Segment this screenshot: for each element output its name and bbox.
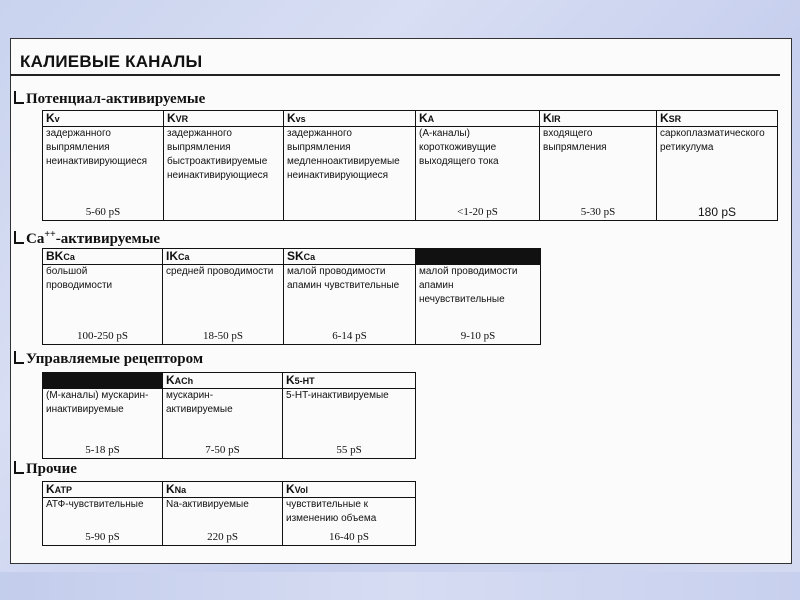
channel-name-cell: IKCa	[163, 249, 284, 265]
section-title: Потенциал-активируемые	[26, 91, 206, 107]
channel-cell	[657, 127, 778, 221]
channel-cell	[416, 127, 540, 221]
section-title-superscript: ++	[44, 229, 56, 240]
channel-name-cell: K5-HT	[283, 373, 416, 389]
channel-description: входящего выпрямления	[543, 128, 607, 153]
channel-name-cell-dark	[416, 249, 541, 265]
channel-name-cell-dark	[43, 373, 163, 389]
table-header-row	[43, 111, 778, 127]
conductance-value: 5-30 pS	[580, 206, 616, 218]
table-row	[43, 498, 416, 546]
conductance-value: <1-20 pS	[457, 206, 498, 218]
channel-cell	[283, 498, 416, 546]
conductance-value: 5-90 pS	[85, 531, 120, 543]
conductance-value: 100-250 pS	[76, 330, 129, 342]
channel-cell	[164, 127, 284, 221]
channel-description: АТФ-чувствительные	[46, 499, 144, 510]
conductance-value: 18-50 pS	[202, 330, 244, 342]
channel-description: средней проводимости	[166, 266, 274, 277]
section-title: Прочие	[26, 461, 77, 477]
channel-cell	[540, 127, 657, 221]
channel-description: Na-активируемые	[166, 499, 249, 510]
table-voltage-gated	[42, 110, 778, 221]
section-title: Ca	[26, 231, 45, 247]
conductance-value: 5-60 pS	[85, 206, 121, 218]
table-receptor-operated	[42, 372, 416, 459]
channel-description: (А-каналы) короткоживущие выходящего тока	[419, 128, 499, 167]
channel-description: мускарин- активируемые	[166, 390, 233, 415]
channel-description: большой проводимости	[46, 266, 113, 291]
table-row	[43, 389, 416, 459]
channel-cell	[163, 389, 283, 459]
section-title: Управляемые рецептором	[26, 351, 204, 367]
channel-name-cell: KNa	[163, 482, 283, 498]
channel-name-cell: Kvs	[284, 111, 416, 127]
section-heading-voltage	[14, 91, 205, 108]
conductance-value: 5-18 pS	[85, 444, 120, 456]
section-title-rest: -активируемые	[55, 231, 161, 247]
table-row	[43, 265, 541, 345]
bracket-mark	[14, 91, 24, 104]
channel-cell	[284, 265, 416, 345]
channel-name-cell: KVol	[283, 482, 416, 498]
channel-name-cell: KATP	[43, 482, 163, 498]
channel-name-cell: KSR	[657, 111, 778, 127]
page-title: КАЛИЕВЫЕ КАНАЛЫ	[20, 52, 203, 71]
title-divider	[10, 74, 780, 76]
conductance-value: 6-14 pS	[332, 330, 367, 342]
conductance-value: 55 pS	[336, 444, 362, 456]
table-calcium-activated	[42, 248, 541, 345]
channel-name-cell: SKCa	[284, 249, 416, 265]
table-other	[42, 481, 416, 546]
channel-cell	[43, 127, 164, 221]
channel-cell	[416, 265, 541, 345]
channel-cell	[43, 389, 163, 459]
channel-name-cell: KACh	[163, 373, 283, 389]
channel-description: малой проводимости апамин чувствительные	[287, 266, 400, 291]
channel-description: задержанного выпрямления быстроактивируемые неинактивирующиеся	[167, 128, 269, 181]
channel-name-cell: BKCa	[43, 249, 163, 265]
channel-description: малой проводимости апамин нечувствительные	[419, 266, 518, 305]
conductance-value: 180 pS	[697, 205, 737, 219]
channel-description: саркоплазматического ретикулума	[660, 128, 765, 153]
bottom-decor-strip	[0, 572, 800, 600]
channel-name-cell: KIR	[540, 111, 657, 127]
channel-description: 5-HT-инактивируемые	[286, 390, 389, 401]
channel-description: задержанного выпрямления медленноактивируемые неинактивирующиеся	[287, 128, 400, 181]
channel-name-cell: KA	[416, 111, 540, 127]
bracket-mark	[14, 461, 24, 474]
channel-cell	[43, 498, 163, 546]
table-header-row	[43, 482, 416, 498]
section-heading-calcium	[14, 229, 160, 248]
bracket-mark	[14, 231, 24, 244]
channel-cell	[284, 127, 416, 221]
channel-cell	[43, 265, 163, 345]
channel-name-cell: KVR	[164, 111, 284, 127]
channel-cell	[163, 265, 284, 345]
section-heading-receptor	[14, 351, 203, 368]
channel-cell	[163, 498, 283, 546]
channel-name-cell: Kv	[43, 111, 164, 127]
channel-description: задержанного выпрямления неинактивирующиеся	[46, 128, 148, 167]
conductance-value: 9-10 pS	[460, 330, 496, 342]
conductance-value: 16-40 pS	[328, 531, 370, 543]
table-header-row	[43, 249, 541, 265]
channel-description: чувствительные к изменению объема	[286, 499, 377, 524]
conductance-value: 220 pS	[207, 531, 238, 543]
table-header-row	[43, 373, 416, 389]
section-heading-other	[14, 461, 77, 478]
channel-description: (М-каналы) мускарин- инактивируемые	[46, 390, 149, 415]
channel-cell	[283, 389, 416, 459]
conductance-value: 7-50 pS	[205, 444, 240, 456]
table-row	[43, 127, 778, 221]
bracket-mark	[14, 351, 24, 364]
